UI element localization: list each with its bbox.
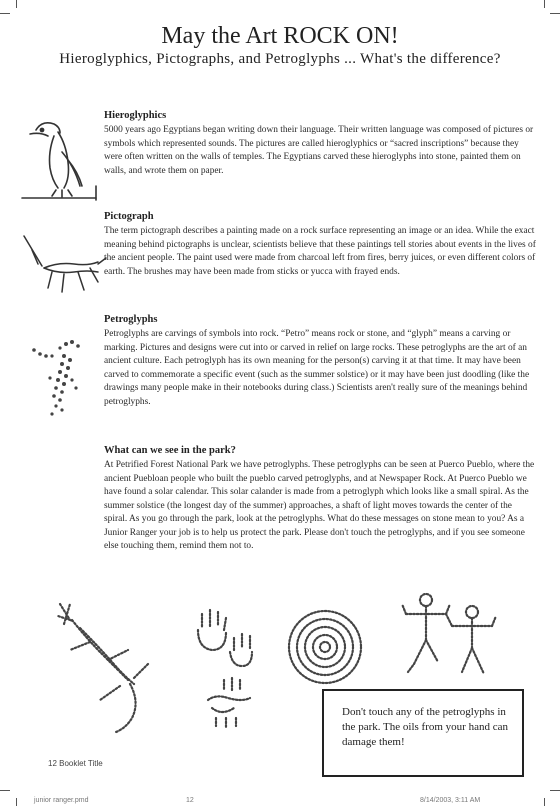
hieroglyphics-body: 5000 years ago Egyptians began writing down their language. Their written language was composed of pictures or symbols which represented sounds. The pictures are called hieroglyphics or “sacred inscriptions” because they were often written on the walls of temples. The Egyptians carved these hieroglyphs into stone, painted them on walls, and wrote them on paper. — [104, 125, 534, 176]
petroglyphs-heading: Petroglyphs — [104, 314, 158, 325]
crop-mark-top-left — [0, 13, 10, 14]
bird-petroglyph-icon — [26, 334, 100, 418]
crop-mark-bottom-right — [550, 790, 560, 791]
petroglyphs-body: Petroglyphs are carvings of symbols into rock. “Petro” means rock or stone, and “glyph” means a carving or marking. Pictures and designs were cut into or carved in relief on large rocks. These petroglyphs are the art of an ancient culture. Each petroglyph has its own meaning for the person(s) carving it at that time. It may have been carved to commemorate a specific event (such as the summer solstice) or it may have been just doodling (like the drawings many people make in their notebooks during class.) Scientists aren't really sure of the meanings behind petroglyphs. — [104, 329, 530, 407]
crop-mark-top-right-v — [544, 0, 545, 8]
hieroglyphics-heading: Hieroglyphics — [104, 110, 167, 121]
page-subtitle: Hieroglyphics, Pictographs, and Petroglyphs ... What's the difference? — [59, 51, 501, 67]
park-section — [104, 444, 536, 554]
pictograph-heading: Pictograph — [104, 211, 154, 222]
crop-mark-top-left-v — [16, 0, 17, 8]
park-body: At Petrified Forest National Park we have petroglyphs. These petroglyphs can be seen at Puerco Pueblo, where the ancient Puebloan people who built the pueblo carved petroglyphs, and at Newspaper Rock. At Puerco Pueblo we have found a solar calendar. This solar calander is made from a petroglyph which looks like a small spiral. As the summer solstice (the longest day of the summer) approaches, a shaft of light moves towards the center of the spiral. As you go through the park, look at the petroglyphs. What do these messages on stone mean to you? As a Junior Ranger your job is to help us protect the park. Please don't touch the petroglyphs, and if you see someone else touching them, remind them not to. — [104, 460, 535, 551]
falcon-hieroglyph-icon — [18, 112, 102, 204]
crop-mark-top-right — [550, 13, 560, 14]
crop-mark-bottom-left-v — [16, 798, 17, 806]
slug-date: 8/14/2003, 3:11 AM — [420, 797, 481, 804]
spiral-petroglyph-icon — [280, 606, 370, 688]
callout-text: Don't touch any of the petroglyphs in the park. The oils from your hand can damage them! — [342, 706, 508, 748]
lizard-petroglyph-icon — [50, 598, 160, 738]
page-title: May the Art ROCK ON! — [161, 23, 399, 49]
booklet-label: 12 Booklet Title — [48, 759, 103, 768]
petroglyphs-section — [104, 313, 536, 409]
hieroglyphics-section — [104, 109, 536, 178]
callout-box — [322, 689, 524, 777]
slug-page: 12 — [186, 797, 194, 804]
park-heading: What can we see in the park? — [104, 445, 236, 456]
handprint-petroglyph-icon — [178, 604, 276, 732]
pictograph-body: The term pictograph describes a painting made on a rock surface representing an image or an idea. While the exact meaning behind pictographs is unclear, scientists believe that these paintings tell stories about events in the lives of the ancient people. The paint used were made from charcoal left from fires, berry juices, or even different colors of earth. The brushes may have been made from sticks or yucca with frayed ends. — [104, 226, 536, 277]
pictograph-section — [104, 210, 536, 279]
crop-mark-bottom-right-v — [544, 798, 545, 806]
crop-mark-bottom-left — [0, 790, 10, 791]
human-figures-petroglyph-icon — [386, 590, 506, 686]
animal-pictograph-icon — [18, 228, 110, 302]
slug-file: junior ranger.pmd — [34, 797, 89, 804]
